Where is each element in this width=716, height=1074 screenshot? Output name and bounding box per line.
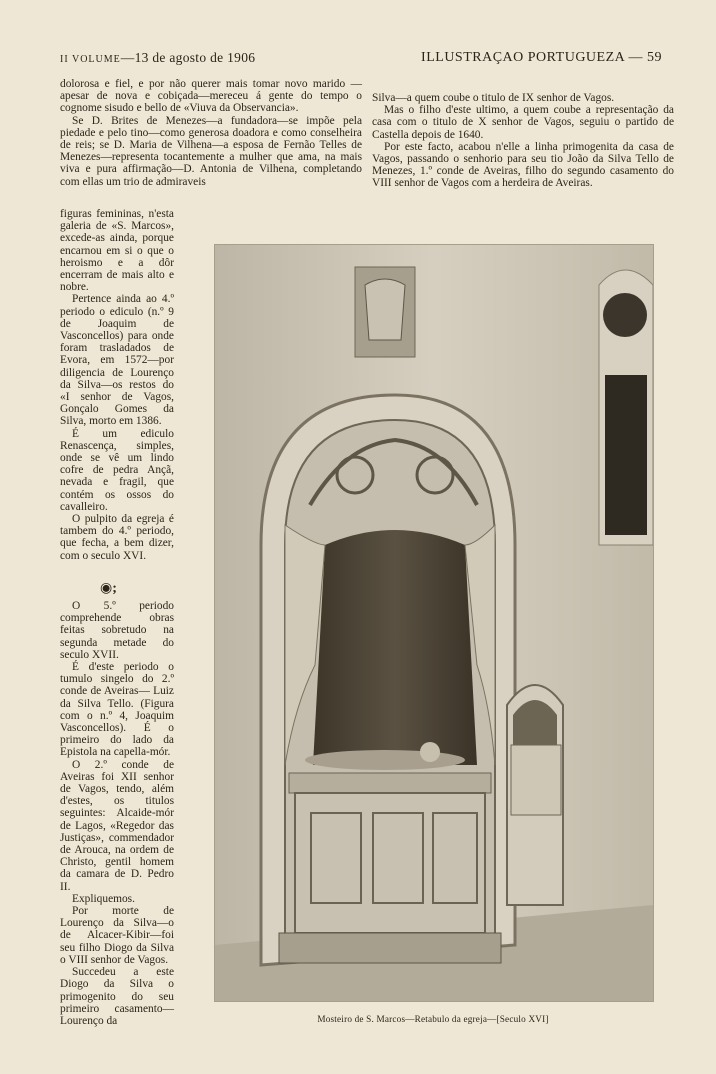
paragraph: O 2.º conde de Aveiras foi XII senhor de Vagos, tendo, além d'estes, os titulos seguintes: Alcaide-mór de Lagos, «Regedor das Justiças», commendador de Arouca, na ordem de Christo, gentil homem da camara de D. Pedro II.	[60, 758, 174, 893]
section-divider: ◉;	[100, 581, 117, 596]
left-narrow-column-1	[60, 208, 174, 562]
paragraph: Por morte de Lourenço da Silva—o de Alcacer-Kibir—foi seu filho Diogo da Silva o VIII senhor de Vagos.	[60, 905, 174, 966]
photo-caption: Mosteiro de S. Marcos—Retabulo da egreja—[Seculo XVI]	[317, 1014, 549, 1024]
paragraph: dolorosa e fiel, e por não querer mais tomar novo marido —apesar de nova e cobiçada—mereceu á gente do tempo o cognome sisudo e bello de «Viuva da Observancia».	[60, 78, 362, 115]
paragraph: Pertence ainda ao 4.º periodo o ediculo (n.º 9 de Joaquim de Vasconcellos) para onde foram trasladados de Evora, em 1572—por diligencia de Lourenço da Silva—os restos do «I senhor de Vagos, Gonçalo Gomes da Silva, morto em 1386.	[60, 293, 174, 428]
retable-illustration	[215, 245, 653, 1001]
header-publication	[421, 50, 662, 66]
paragraph: Mas o filho d'este ultimo, a quem coube a representação da casa com o titulo de X senhor de Vagos, seguiu o partido de Castella depois de 1640.	[372, 104, 674, 141]
paragraph: Se D. Brites de Menezes—a fundadora—se impõe pela piedade e pelo tino—como generosa doadora e como conselheira de reis; se D. Maria de Vilhena—a esposa de Fernão Telles de Menezes—representa tocantemente a mulher que ama, na mais viva e pura affirmação—D. Antonia de Vilhena, completando com ellas um trio de admiraveis	[60, 114, 362, 188]
paragraph: O pulpito da egreja é tambem do 4.º periodo, que fecha, a bem dizer, com o seculo XVI.	[60, 513, 174, 562]
volume-label: II VOLUME	[60, 54, 121, 65]
paragraph: É d'este periodo o tumulo singelo do 2.º conde de Aveiras— Luiz da Silva Tello. (Figura com o n.º 4, Joaquim Vasconcellos). É o primeiro do lado da Epistola na capella-mór.	[60, 661, 174, 759]
publication-title: ILLUSTRAÇAO PORTUGUEZA	[421, 50, 625, 65]
paragraph: figuras femininas, n'esta galeria de «S. Marcos», excede-as ainda, porque encarnou em si o que o heroismo e a dôr encerram de mais alto e nobre.	[60, 208, 174, 294]
retable-photograph	[214, 244, 654, 1002]
paragraph: Silva—a quem coube o titulo de IX senhor de Vagos.	[372, 92, 615, 104]
right-column-top	[372, 92, 674, 190]
paragraph: Por este facto, acabou n'elle a linha primogenita da casa de Vagos, passando o senhorio para seu tio João da Silva Tello de Menezes, 1.º conde de Aveiras, filho do segundo casamento do VIII senhor de Vagos com a herdeira de Aveiras.	[372, 140, 674, 190]
left-narrow-column-2	[60, 600, 174, 1027]
paragraph: O 5.º periodo comprehende obras feitas sobretudo na segunda metade do seculo XVII.	[60, 600, 174, 661]
paragraph: Expliquemos.	[72, 892, 135, 905]
issue-date: —13 de agosto de 1906	[120, 50, 256, 65]
header-volume-date	[60, 50, 255, 66]
left-column-top	[60, 78, 362, 188]
paragraph: Succedeu a este Diogo da Silva o primogenito do seu primeiro casamento—Lourenço da	[60, 966, 174, 1027]
paragraph: É um ediculo Renascença, simples, onde se vê um lindo cofre de pedra Ançã, nevada e fragil, que contém os ossos do cavalleiro.	[60, 427, 174, 513]
page-number: — 59	[628, 50, 662, 65]
